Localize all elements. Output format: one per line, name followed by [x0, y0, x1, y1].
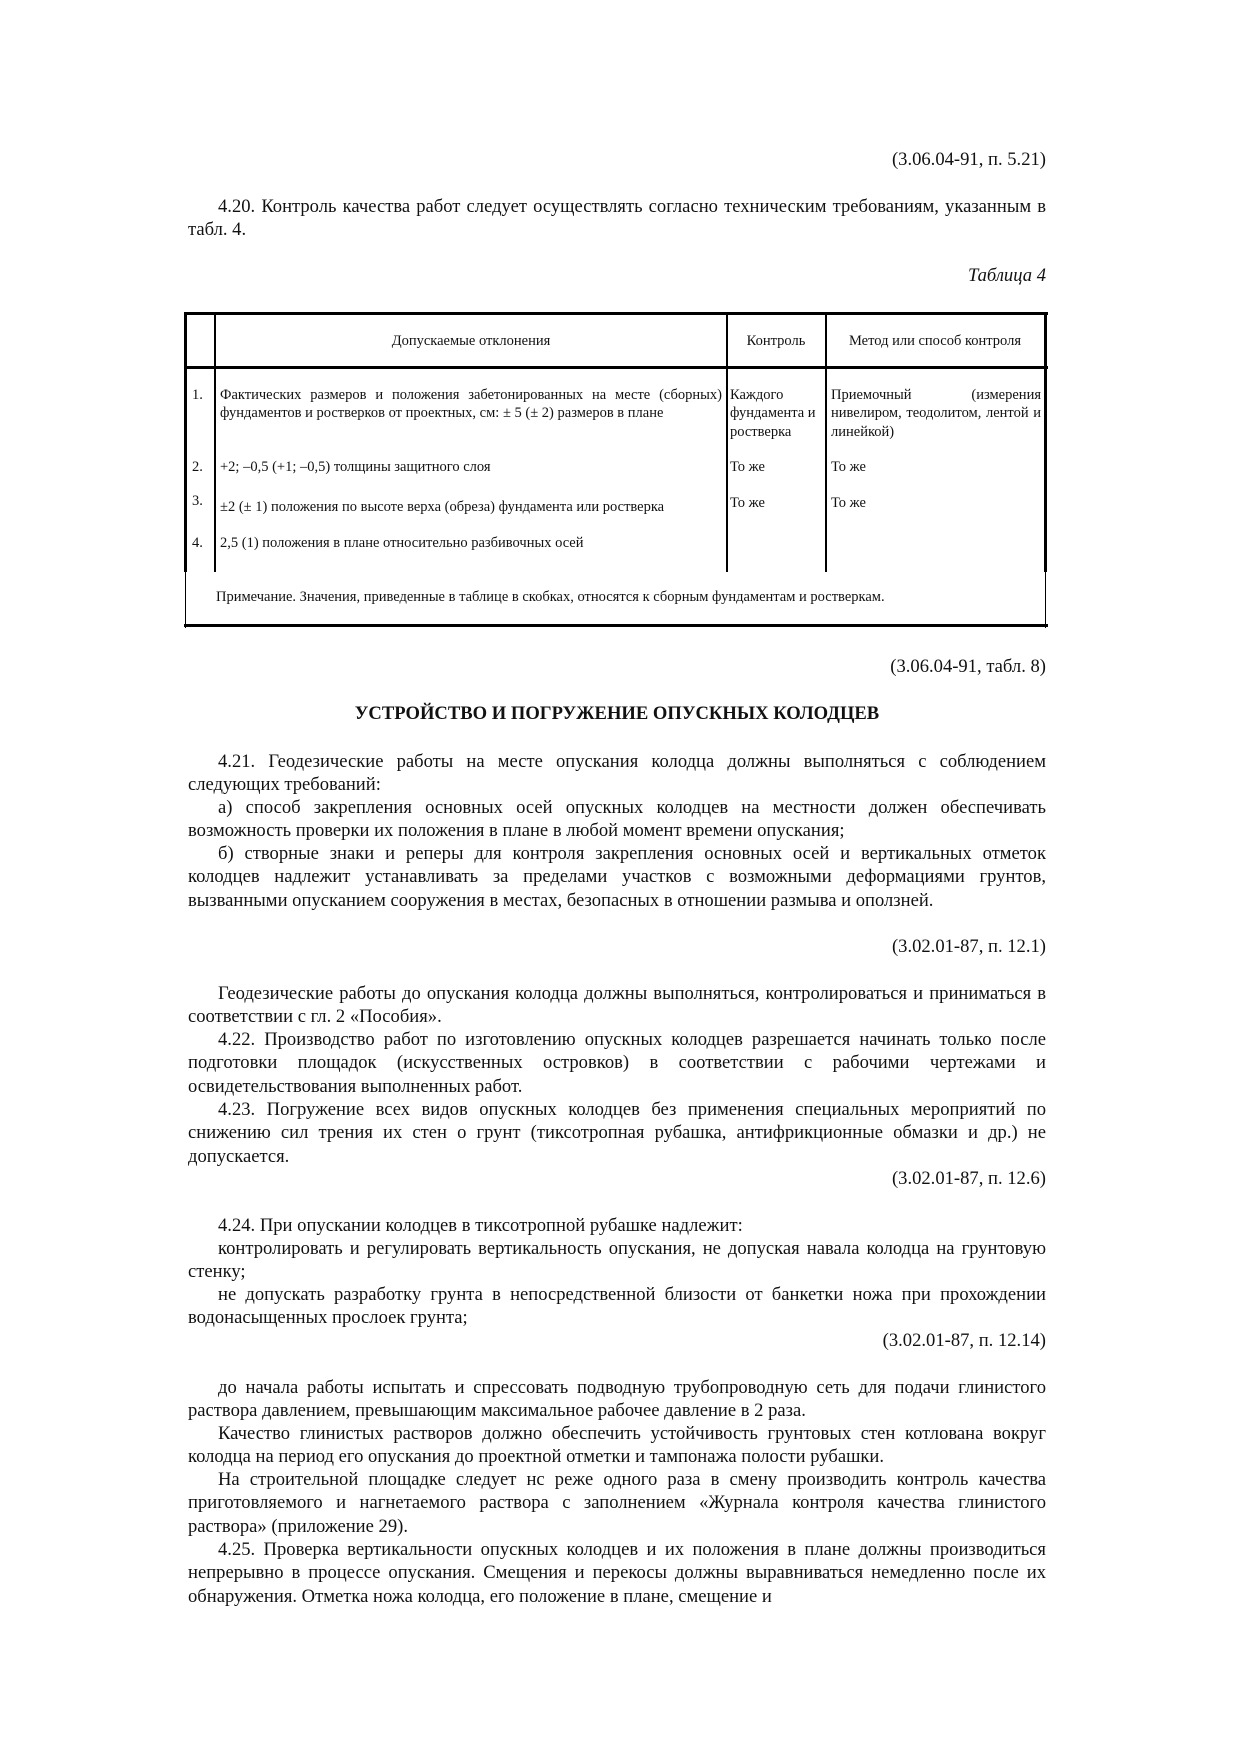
section-heading: УСТРОЙСТВО И ПОГРУЖЕНИЕ ОПУСКНЫХ КОЛОДЦЕВ [354, 703, 880, 724]
row-number: 4. [192, 535, 203, 551]
row-number: 2. [192, 459, 203, 475]
tolerances-table [184, 312, 1048, 628]
table-caption: Таблица 4 [967, 265, 1046, 286]
paragraph-4-23: 4.23. Погружение всех видов опускных колодцев без применения специальных мероприятий по снижению сил трения их стен о грунт (тиксотропная рубашка, антифрикционные обмазки и др.) не допускается. [188, 1099, 1046, 1167]
reference-citation: (3.06.04-91, п. 5.21) [891, 149, 1046, 170]
paragraph-pressure-test: до начала работы испытать и спрессовать подводную трубопроводную сеть для подачи глинистого раствора давлением, превышающим максимальное рабочее давление в 2 раза. [188, 1377, 1046, 1422]
control-cell: То же [730, 495, 765, 511]
paragraph-clay-quality: Качество глинистых растворов должно обеспечить устойчивость грунтовых стен котлована вокруг колодца на период его опускания до проектной отметки и тампонажа полости рубашки. [188, 1423, 1046, 1468]
paragraph-geodesy: Геодезические работы до опускания колодца должны выполняться, контролироваться и приниматься в соответствии с гл. 2 «Пособия». [188, 983, 1046, 1028]
paragraph-4-20: 4.20. Контроль качества работ следует осуществлять согласно техническим требованиям, указанным в табл. 4. [188, 196, 1046, 241]
paragraph-4-21: 4.21. Геодезические работы на месте опускания колодца должны выполняться с соблюдением следующих требований: [188, 751, 1046, 796]
reference-citation: (3.02.01-87, п. 12.6) [891, 1168, 1046, 1189]
deviation-cell: ±2 (± 1) положения по высоте верха (обреза) фундамента или ростверка [220, 499, 665, 515]
paragraph-4-22: 4.22. Производство работ по изготовлению опускных колодцев разрешается начинать только после подготовки площадок (искусственных островков) в соответствии с рабочими чертежами и освидетельствования выполненных работ. [188, 1029, 1046, 1097]
deviation-cell: +2; –0,5 (+1; –0,5) толщины защитного слоя [220, 459, 491, 475]
method-cell: То же [831, 495, 866, 511]
header-control: Контроль [746, 333, 806, 349]
row-number: 3. [192, 493, 203, 509]
reference-citation: (3.02.01-87, п. 12.14) [882, 1330, 1046, 1351]
table-note: Примечание. Значения, приведенные в таблице в скобках, относятся к сборным фундаментам и ростверкам. [216, 589, 885, 605]
deviation-cell: Фактических размеров и положения забетонированных на месте (сборных) фундаментов и ростверков от проектных, см: ± 5 (± 2) размеров в плане [220, 387, 722, 422]
paragraph-4-24-control: контролировать и регулировать вертикальность опускания, не допуская навала колодца на грунтовую стенку; [188, 1238, 1046, 1283]
deviation-cell: 2,5 (1) положения в плане относительно разбивочных осей [220, 535, 584, 551]
row-number: 1. [192, 387, 203, 403]
paragraph-4-21-b: б) створные знаки и реперы для контроля закрепления основных осей и вертикальных отметок колодцев надлежит устанавливать за пределами участков с возможными деформациями грунтов, вызванными опусканием сооружения в местах, безопасных в отношении размыва и оползней. [188, 843, 1046, 911]
method-cell: Приемочный (измерения нивелиром, теодолитом, лентой и линейкой) [831, 387, 1041, 440]
paragraph-4-24: 4.24. При опускании колодцев в тиксотропной рубашке надлежит: [218, 1215, 743, 1236]
reference-citation: (3.02.01-87, п. 12.1) [891, 936, 1046, 957]
paragraph-site-control: На строительной площадке следует нс реже одного раза в смену производить контроль качества приготовляемого и нагнетаемого раствора с заполнением «Журнала контроля качества глинистого раствора» (приложение 29). [188, 1469, 1046, 1537]
reference-citation: (3.06.04-91, табл. 8) [890, 656, 1046, 677]
paragraph-4-24-excavation: не допускать разработку грунта в непосредственной близости от банкетки ножа при прохождении водонасыщенных прослоек грунта; [188, 1284, 1046, 1329]
control-cell: Каждого фундамента и ростверка [730, 387, 816, 440]
method-cell: То же [831, 459, 866, 475]
paragraph-4-25: 4.25. Проверка вертикальности опускных колодцев и их положения в плане должны производиться непрерывно в процессе опускания. Смещения и перекосы должны выравниваться немедленно после их обнаружения. Отметка ножа колодца, его положение в плане, смещение и [188, 1539, 1046, 1607]
header-deviations: Допускаемые отклонения [391, 333, 551, 349]
control-cell: То же [730, 459, 765, 475]
header-method: Метод или способ контроля [848, 333, 1022, 349]
paragraph-4-21-a: а) способ закрепления основных осей опускных колодцев на местности должен обеспечивать возможность проверки их положения в плане в любой момент времени опускания; [188, 797, 1046, 842]
